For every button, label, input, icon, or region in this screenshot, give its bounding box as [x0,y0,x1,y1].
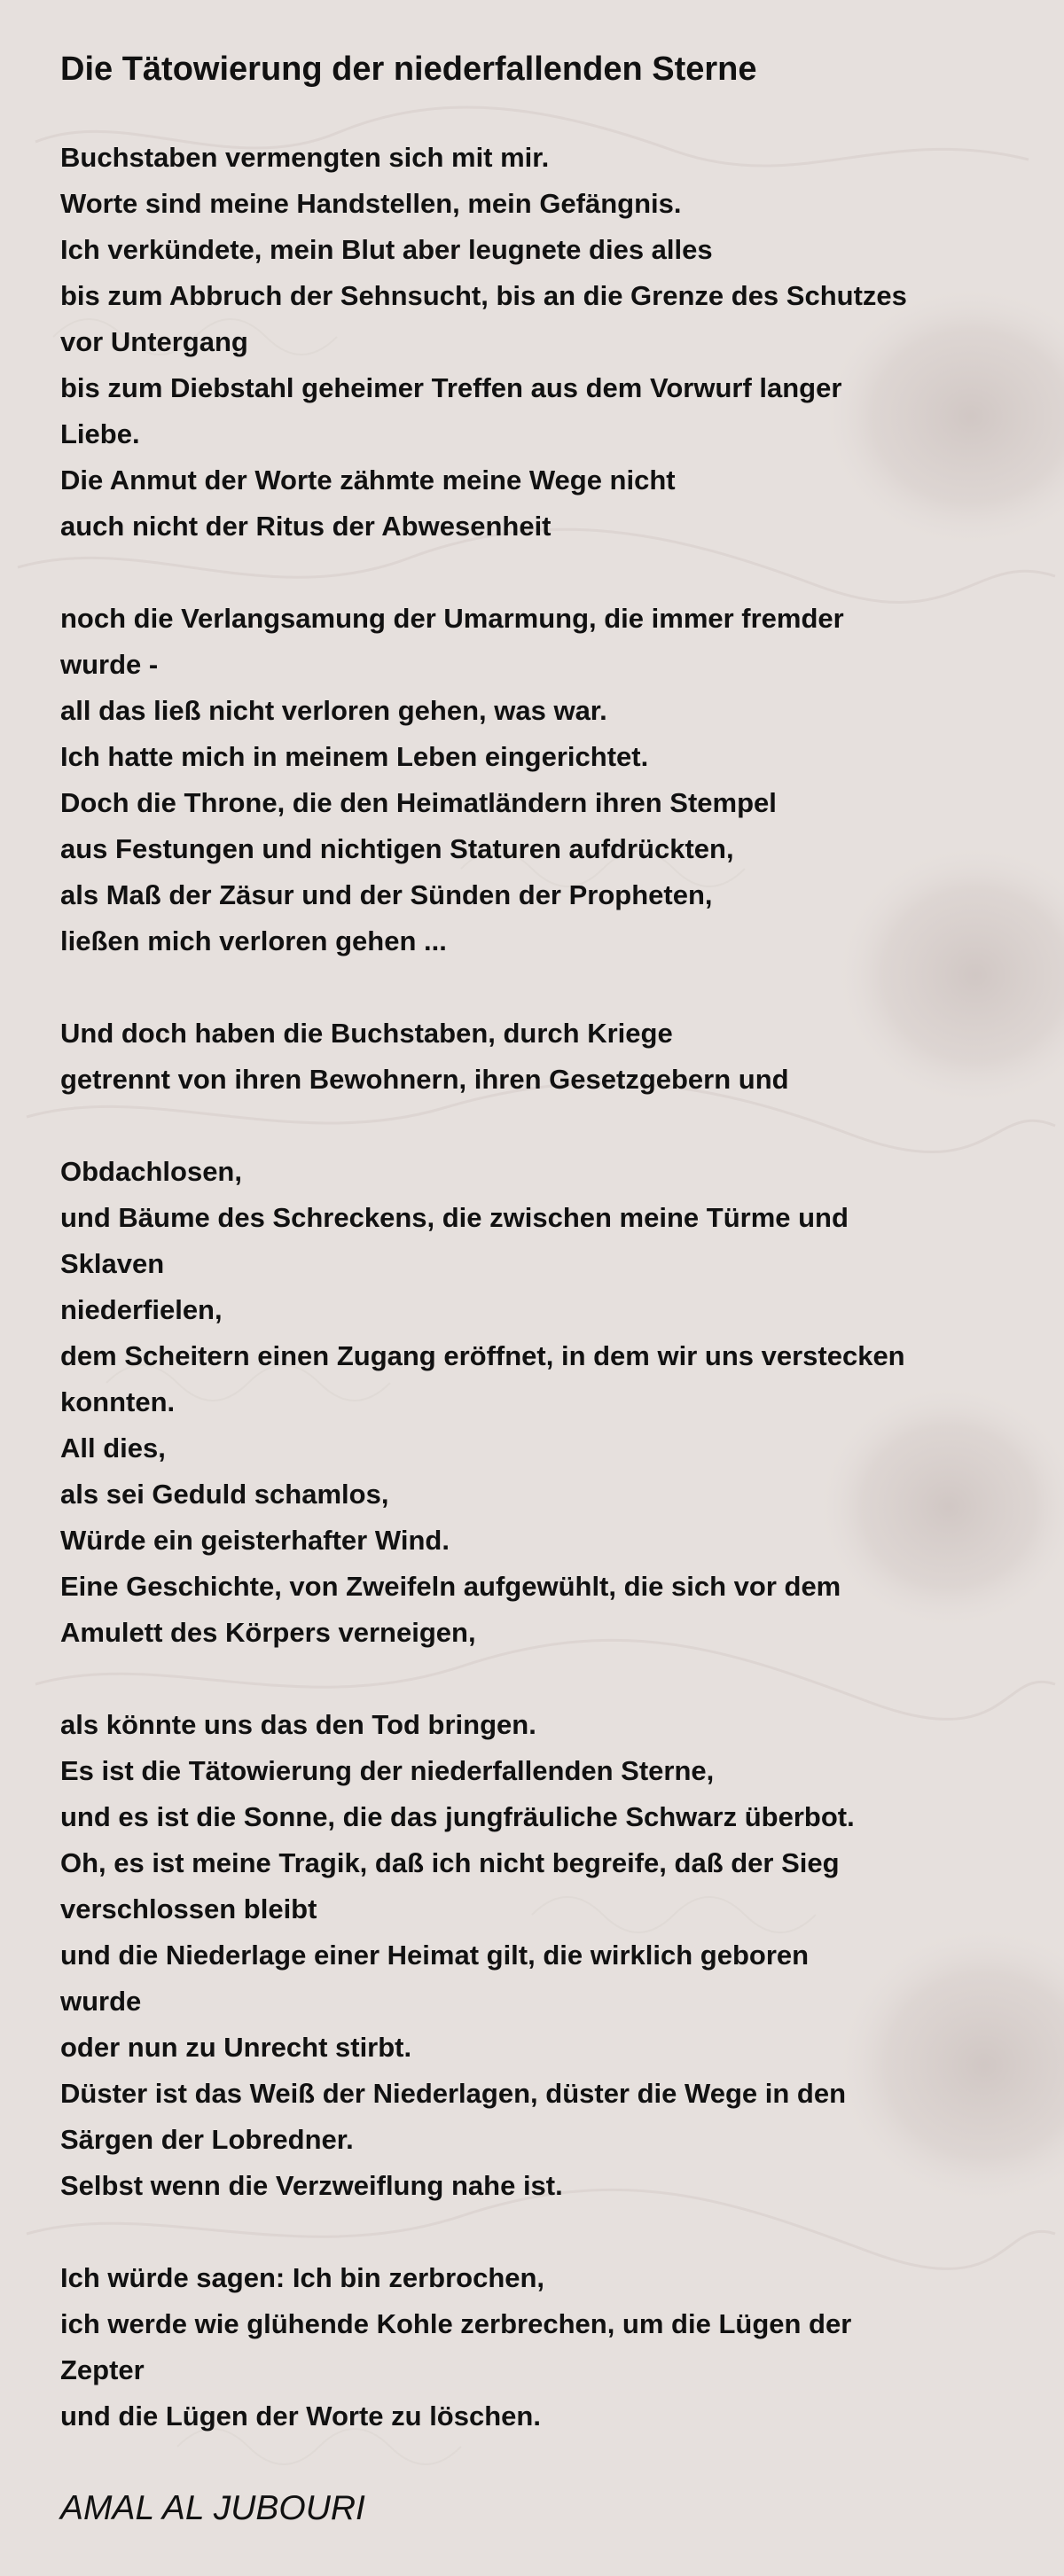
poem-line: konnten. [60,1386,176,1417]
stanza-4 [60,1149,1018,1656]
poem-line: vor Untergang [60,326,248,357]
poem-container [60,43,1018,2486]
poem-line: auch nicht der Ritus der Abwesenheit [60,511,552,542]
poem-line: Oh, es ist meine Tragik, daß ich nicht begreife, daß der Sieg [60,1847,840,1878]
poem-line: Selbst wenn die Verzweiflung nahe ist. [60,2170,563,2201]
stanza-1 [60,135,1018,550]
stanza-3 [60,1011,1018,1103]
poem-line: Sklaven [60,1248,165,1279]
poem-line: ich werde wie glühende Kohle zerbrechen, um die Lügen der [60,2308,852,2339]
poem-line: Düster ist das Weiß der Niederlagen, düster die Wege in den [60,2078,847,2109]
poem-line: verschlossen bleibt [60,1893,317,1924]
poem-line: Es ist die Tätowierung der niederfallenden Sterne, [60,1755,715,1786]
poem-line: und Bäume des Schreckens, die zwischen meine Türme und [60,1202,849,1233]
poem-line: Amulett des Körpers verneigen, [60,1617,476,1648]
stanza-6 [60,2255,1018,2439]
poem-line: Ich hatte mich in meinem Leben eingerichtet. [60,741,649,772]
poem-line: niederfielen, [60,1294,223,1325]
poem-line: Zepter [60,2354,145,2385]
poem-line: Obdachlosen, [60,1156,242,1187]
poem-line: bis zum Diebstahl geheimer Treffen aus dem Vorwurf langer [60,372,842,403]
poem-line: als Maß der Zäsur und der Sünden der Propheten, [60,879,713,910]
poem-line: ließen mich verloren gehen ... [60,925,447,956]
stanza-2 [60,596,1018,964]
poem-line: noch die Verlangsamung der Umarmung, die immer fremder [60,603,844,634]
stanza-5 [60,1702,1018,2209]
poem-line: Worte sind meine Handstellen, mein Gefängnis. [60,188,682,219]
poem-line: dem Scheitern einen Zugang eröffnet, in dem wir uns verstecken [60,1340,905,1371]
poem-line: wurde - [60,649,159,680]
poem-line: All dies, [60,1432,166,1464]
poem-line: und es ist die Sonne, die das jungfräuliche Schwarz überbot. [60,1801,855,1832]
poem-line: Ich würde sagen: Ich bin zerbrochen, [60,2262,545,2293]
poem-line: getrennt von ihren Bewohnern, ihren Gesetzgebern und [60,1064,789,1095]
poem-line: Und doch haben die Buchstaben, durch Kriege [60,1018,673,1049]
poem-line: und die Lügen der Worte zu löschen. [60,2400,541,2432]
poem-line: aus Festungen und nichtigen Staturen aufdrückten, [60,833,734,864]
poem-line: bis zum Abbruch der Sehnsucht, bis an die Grenze des Schutzes [60,280,907,311]
poem-line: all das ließ nicht verloren gehen, was war. [60,695,607,726]
poem-line: und die Niederlage einer Heimat gilt, die wirklich geboren [60,1940,810,1971]
poem-line: oder nun zu Unrecht stirbt. [60,2032,412,2063]
poem-line: Buchstaben vermengten sich mit mir. [60,142,550,173]
poem-line: Ich verkündete, mein Blut aber leugnete dies alles [60,234,713,265]
poem-line: als könnte uns das den Tod bringen. [60,1709,536,1740]
poem-line: Liebe. [60,418,140,449]
poem-line: Särgen der Lobredner. [60,2124,354,2155]
poem-line: Die Anmut der Worte zähmte meine Wege nicht [60,464,676,496]
poem-title: Die Tätowierung der niederfallenden Sterne [60,51,757,88]
poem-line: Eine Geschichte, von Zweifeln aufgewühlt, die sich vor dem [60,1571,841,1602]
poem-line: Würde ein geisterhafter Wind. [60,1525,450,1556]
poem-line: als sei Geduld schamlos, [60,1479,389,1510]
author-name: AMAL AL JUBOURI [60,2489,365,2527]
poem-line: wurde [60,1986,142,2017]
poem-line: Doch die Throne, die den Heimatländern ihren Stempel [60,787,777,818]
